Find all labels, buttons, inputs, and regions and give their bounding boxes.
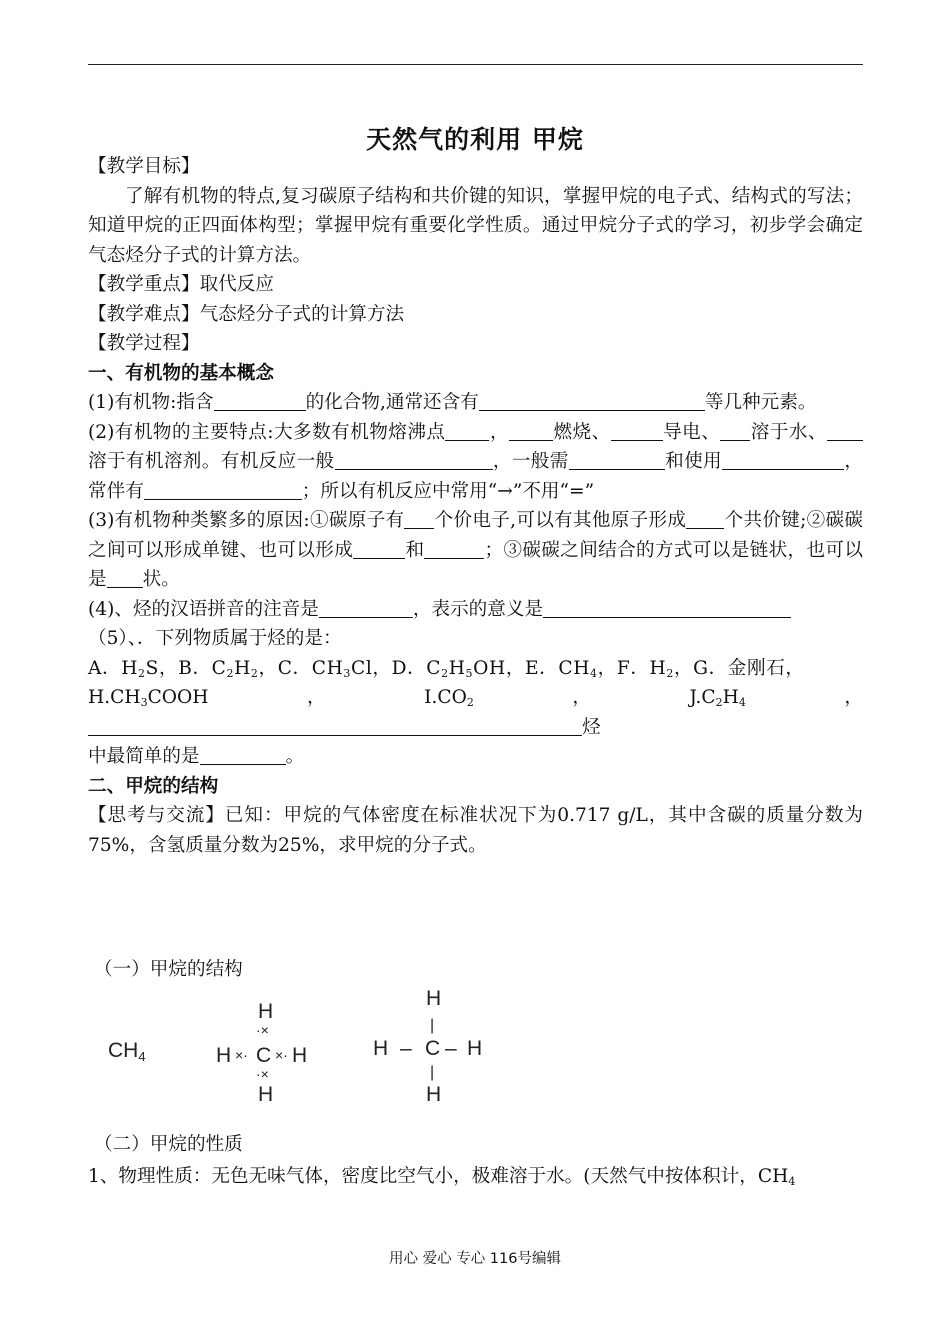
blank[interactable] (353, 540, 405, 559)
electron-pair: ×· (275, 1047, 288, 1063)
page-title: 天然气的利用 甲烷 (366, 125, 584, 154)
choices-line-2: $H.CH_3COOH$，$I.CO_2$，$J.C_2H_4$，烃 (88, 687, 863, 738)
key-point: 【教学重点】取代反应 (88, 274, 274, 295)
goal-heading: 【教学目标】 (88, 156, 200, 177)
blank[interactable] (404, 510, 434, 529)
atom-h: H (426, 1083, 442, 1105)
blank[interactable] (611, 422, 663, 441)
question-3: (3)有机物种类繁多的原因:①碳原子有 个价电子,可以有其他原子形成 个共价键;②碳碳之间可以形成单键、也可以形成 和 ；③碳碳之间结合的方式可以是链状，也可以是 状。 (88, 510, 864, 590)
physical-properties: 1、物理性质：无色无味气体，密度比空气小，极难溶于水。(天然气中按体积计，$CH_4$ (88, 1166, 796, 1188)
blank[interactable] (722, 451, 844, 470)
bond: – (445, 1037, 457, 1060)
blank[interactable] (107, 569, 143, 588)
blank[interactable] (686, 510, 724, 529)
blank[interactable] (88, 717, 582, 736)
blank[interactable] (200, 746, 286, 765)
think-exchange: 【思考与交流】已知：甲烷的气体密度在标准状况下为0.717 g/L，其中含碳的质量分数为75%，含氢质量分数为25%，求甲烷的分子式。 (88, 805, 863, 856)
atom-h: H (258, 1083, 274, 1105)
bond: – (400, 1037, 412, 1060)
molecular-formula: CH4 (108, 1039, 146, 1064)
atom-c: C (425, 1037, 441, 1060)
header-rule (88, 64, 863, 65)
blank[interactable] (720, 422, 750, 441)
simplest-hydrocarbon: 中最简单的是 。 (88, 746, 305, 767)
electron-pair: ×· (235, 1047, 248, 1063)
atom-h: H (467, 1037, 483, 1060)
blank[interactable] (445, 422, 489, 441)
goal-text: 了解有机物的特点,复习碳原子结构和共价键的知识，掌握甲烷的电子式、结构式的写法；知道甲烷的正四面体构型；掌握甲烷有重要化学性质。通过甲烷分子式的学习，初步学会确定气态烃分子式的计算方法。 (88, 185, 863, 266)
bond: | (430, 1017, 435, 1034)
difficulty: 【教学难点】气态烃分子式的计算方法 (88, 303, 405, 325)
electron-pair: ·× (256, 1022, 269, 1038)
process-heading: 【教学过程】 (88, 333, 200, 354)
question-4: (4)、烃的汉语拼音的注音是 ，表示的意义是 (88, 595, 863, 625)
blank[interactable] (214, 392, 306, 411)
electron-formula (216, 1000, 307, 1105)
question-5: （5）、．下列物质属于烃的是： (88, 628, 342, 649)
atom-h: H (373, 1037, 389, 1060)
blank[interactable] (144, 481, 302, 500)
lesson-body (88, 152, 863, 860)
choices-line-1: A．$H_2S$，B．$C_2H_2$，C．$CH_3Cl$，D．$C_2H_5OH$，E．$CH_4$，F．$H_2$，G．金刚石， (88, 657, 805, 680)
blank[interactable] (543, 599, 791, 618)
page-footer: 用心 爱心 专心 116号编辑 (388, 1251, 561, 1267)
question-2: (2)有机物的主要特点:大多数有机物熔沸点 ， 燃烧、 导电、 溶于水、溶于有机溶剂。有机反应一般 ，一般需 和使用 ，常伴有 ；所以有机反应中常用“→”不用“=” (88, 421, 863, 502)
section-two-heading: 二、甲烷的结构 (88, 775, 219, 797)
atom-h: H (216, 1044, 232, 1067)
blank[interactable] (424, 540, 484, 559)
blank[interactable] (479, 392, 705, 411)
methane-formulas (100, 985, 520, 1105)
sub-heading-structure: （一）甲烷的结构 (94, 959, 243, 980)
bond: | (430, 1064, 435, 1081)
blank[interactable] (509, 422, 553, 441)
blank[interactable] (827, 422, 863, 441)
atom-c: C (256, 1044, 272, 1067)
blank[interactable] (319, 599, 413, 618)
structural-formula (373, 987, 482, 1105)
electron-pair: ·× (256, 1066, 269, 1082)
blank[interactable] (335, 451, 493, 470)
section-one-heading: 一、有机物的基本概念 (88, 362, 274, 384)
question-1: (1)有机物:指含 的化合物,通常还含有 等几种元素。 (88, 392, 817, 413)
atom-h: H (258, 1000, 274, 1023)
atom-h: H (292, 1044, 308, 1067)
atom-h: H (426, 987, 442, 1010)
blank[interactable] (569, 451, 665, 470)
sub-heading-properties: （二）甲烷的性质 (94, 1134, 243, 1155)
